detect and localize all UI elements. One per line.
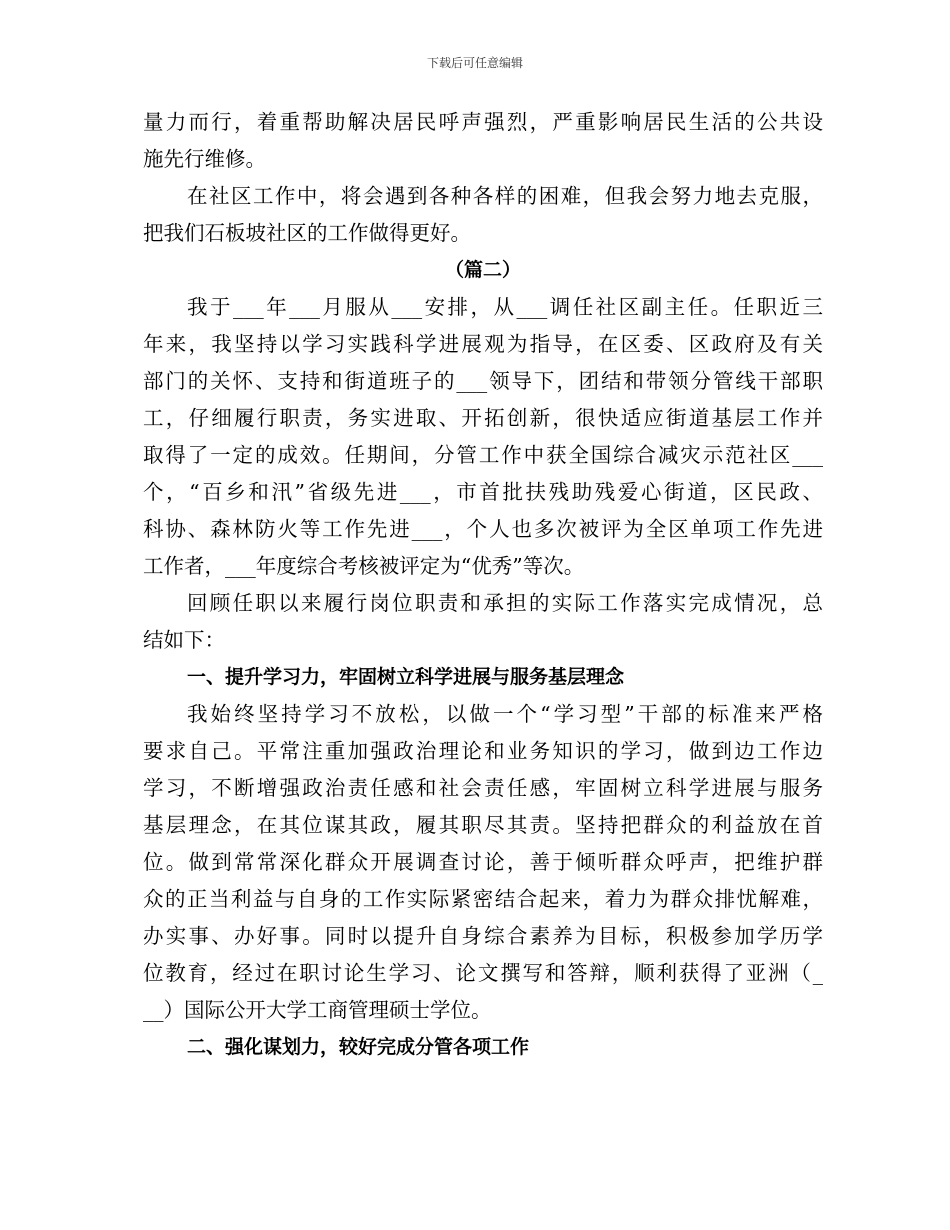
text-line: 办实事、办好事。同时以提升自身综合素养为目标，积极参加学历学: [143, 924, 823, 948]
section-heading: 二、强化谋划力，较好完成分管各项工作: [187, 1036, 530, 1058]
text-line: 施先行维修。: [143, 147, 266, 171]
text-line: 把我们石板坡社区的工作做得更好。: [143, 221, 471, 245]
text-line: 回顾任职以来履行岗位职责和承担的实际工作落实完成情况，总: [187, 591, 823, 615]
text-line: 量力而行，着重帮助解决居民呼声强烈，严重影响居民生活的公共设: [143, 110, 823, 134]
text-line: 基层理念，在其位谋其政，履其职尽其责。坚持把群众的利益放在首: [143, 813, 823, 837]
text-line: 个，“百乡和汛”省级先进___，市首批扶残助残爱心街道，区民政、: [143, 480, 823, 504]
page-header: 下载后可任意编辑: [426, 56, 523, 70]
text-line: 科协、森林防火等工作先进___，个人也多次被评为全区单项工作先进: [143, 517, 823, 541]
text-line: 在社区工作中，将会遇到各种各样的困难，但我会努力地去克服，: [187, 184, 823, 208]
text-line: __）国际公开大学工商管理硕士学位。: [143, 998, 492, 1022]
section-title: （篇二）: [444, 259, 521, 281]
text-line: 学习，不断增强政治责任感和社会责任感，牢固树立科学进展与服务: [143, 776, 823, 800]
text-line: 众的正当利益与自身的工作实际紧密结合起来，着力为群众排忧解难，: [143, 887, 823, 911]
text-line: 我于___年___月服从___安排，从___调任社区副主任。任职近三: [187, 295, 823, 319]
text-line: 位。做到常常深化群众开展调查讨论，善于倾听群众呼声，把维护群: [143, 850, 823, 874]
text-line: 位教育，经过在职讨论生学习、论文撰写和答辩，顺利获得了亚洲（_: [143, 961, 823, 985]
text-line: 年来，我坚持以学习实践科学进展观为指导，在区委、区政府及有关: [143, 332, 823, 356]
text-line: 要求自己。平常注重加强政治理论和业务知识的学习，做到边工作边: [143, 739, 823, 763]
document-body: [143, 104, 823, 1066]
section-heading: 一、提升学习力，牢固树立科学进展与服务基层理念: [187, 666, 625, 688]
text-line: 工作者，___年度综合考核被评定为“优秀”等次。: [143, 554, 585, 578]
text-line: 结如下：: [143, 628, 225, 652]
text-line: 我始终坚持学习不放松，以做一个“学习型”干部的标准来严格: [187, 702, 823, 726]
text-line: 部门的关怀、支持和街道班子的___领导下，团结和带领分管线干部职: [143, 369, 823, 393]
text-line: 工，仔细履行职责，务实进取、开拓创新，很快适应街道基层工作并: [143, 406, 823, 430]
text-line: 取得了一定的成效。任期间，分管工作中获全国综合减灾示范社区___: [143, 443, 823, 467]
